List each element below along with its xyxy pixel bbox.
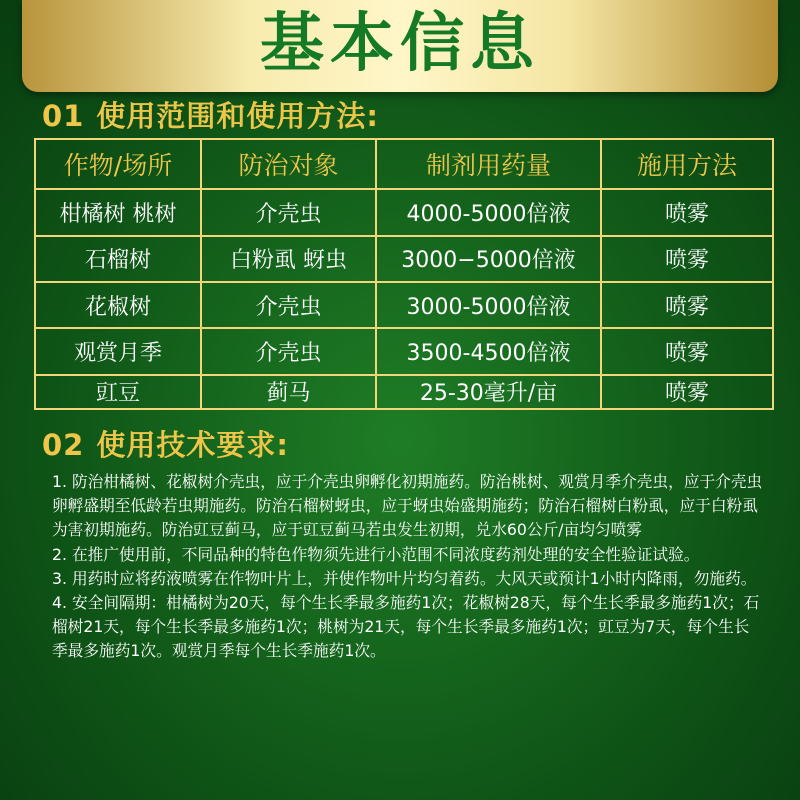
cell-crop: 花椒树 bbox=[35, 282, 201, 328]
section-2-heading bbox=[42, 425, 289, 465]
table-header-row bbox=[35, 139, 773, 189]
table-row bbox=[35, 375, 773, 409]
cell-method: 喷雾 bbox=[601, 328, 773, 374]
cell-dosage: 3000−5000倍液 bbox=[376, 236, 601, 282]
header-method: 施用方法 bbox=[601, 139, 773, 189]
usage-table bbox=[34, 138, 774, 410]
cell-method: 喷雾 bbox=[601, 375, 773, 409]
header-crop: 作物/场所 bbox=[35, 139, 201, 189]
header-target: 防治对象 bbox=[201, 139, 376, 189]
cell-method: 喷雾 bbox=[601, 282, 773, 328]
table-row bbox=[35, 282, 773, 328]
requirement-paragraph: 2. 在推广使用前，不同品种的特色作物须先进行小范围不同浓度药剂处理的安全性验证试验。 bbox=[52, 544, 700, 564]
table-row bbox=[35, 236, 773, 282]
cell-crop: 观赏月季 bbox=[35, 328, 201, 374]
cell-dosage: 3000-5000倍液 bbox=[376, 282, 601, 328]
cell-target: 介壳虫 bbox=[201, 282, 376, 328]
cell-dosage: 3500-4500倍液 bbox=[376, 328, 601, 374]
cell-method: 喷雾 bbox=[601, 236, 773, 282]
cell-crop: 柑橘树 桃树 bbox=[35, 189, 201, 235]
header-dosage: 制剂用药量 bbox=[376, 139, 601, 189]
table-row bbox=[35, 328, 773, 374]
requirement-paragraph: 4. 安全间隔期：柑橘树为20天，每个生长季最多施药1次；花椒树28天，每个生长季最多施药1次；石榴树21天，每个生长季最多施药1次；桃树为21天，每个生长季最多施药1次；豇豆为7天，每个生长季最多施药1次。观赏月季每个生长季施药1次。 bbox=[52, 593, 760, 661]
cell-method: 喷雾 bbox=[601, 189, 773, 235]
section-1-number: 01 bbox=[42, 99, 85, 133]
section-2-title: 使用技术要求: bbox=[96, 428, 289, 462]
table-row bbox=[35, 189, 773, 235]
section-2-number: 02 bbox=[42, 428, 85, 462]
usage-requirements bbox=[52, 470, 764, 664]
title-banner bbox=[22, 0, 778, 92]
cell-target: 白粉虱 蚜虫 bbox=[201, 236, 376, 282]
cell-crop: 石榴树 bbox=[35, 236, 201, 282]
requirement-paragraph: 3. 用药时应将药液喷雾在作物叶片上，并使作物叶片均匀着药。大风天或预计1小时内降雨，勿施药。 bbox=[52, 568, 757, 588]
cell-dosage: 25-30毫升/亩 bbox=[376, 375, 601, 409]
cell-target: 介壳虫 bbox=[201, 328, 376, 374]
section-1-title: 使用范围和使用方法: bbox=[96, 99, 379, 133]
page-title: 基本信息 bbox=[260, 7, 540, 81]
requirement-paragraph: 1. 防治柑橘树、花椒树介壳虫，应于介壳虫卵孵化初期施药。防治桃树、观赏月季介壳虫，应于介壳虫卵孵盛期至低龄若虫期施药。防治石榴树蚜虫，应于蚜虫始盛期施药；防治石榴树白粉虱，应于白粉虱为害初期施药。防治豇豆蓟马，应于豇豆蓟马若虫发生初期，兑水60公斤/亩均匀喷雾 bbox=[52, 472, 763, 540]
cell-target: 介壳虫 bbox=[201, 189, 376, 235]
cell-target: 蓟马 bbox=[201, 375, 376, 409]
cell-dosage: 4000-5000倍液 bbox=[376, 189, 601, 235]
cell-crop: 豇豆 bbox=[35, 375, 201, 409]
section-1-heading bbox=[42, 96, 379, 136]
